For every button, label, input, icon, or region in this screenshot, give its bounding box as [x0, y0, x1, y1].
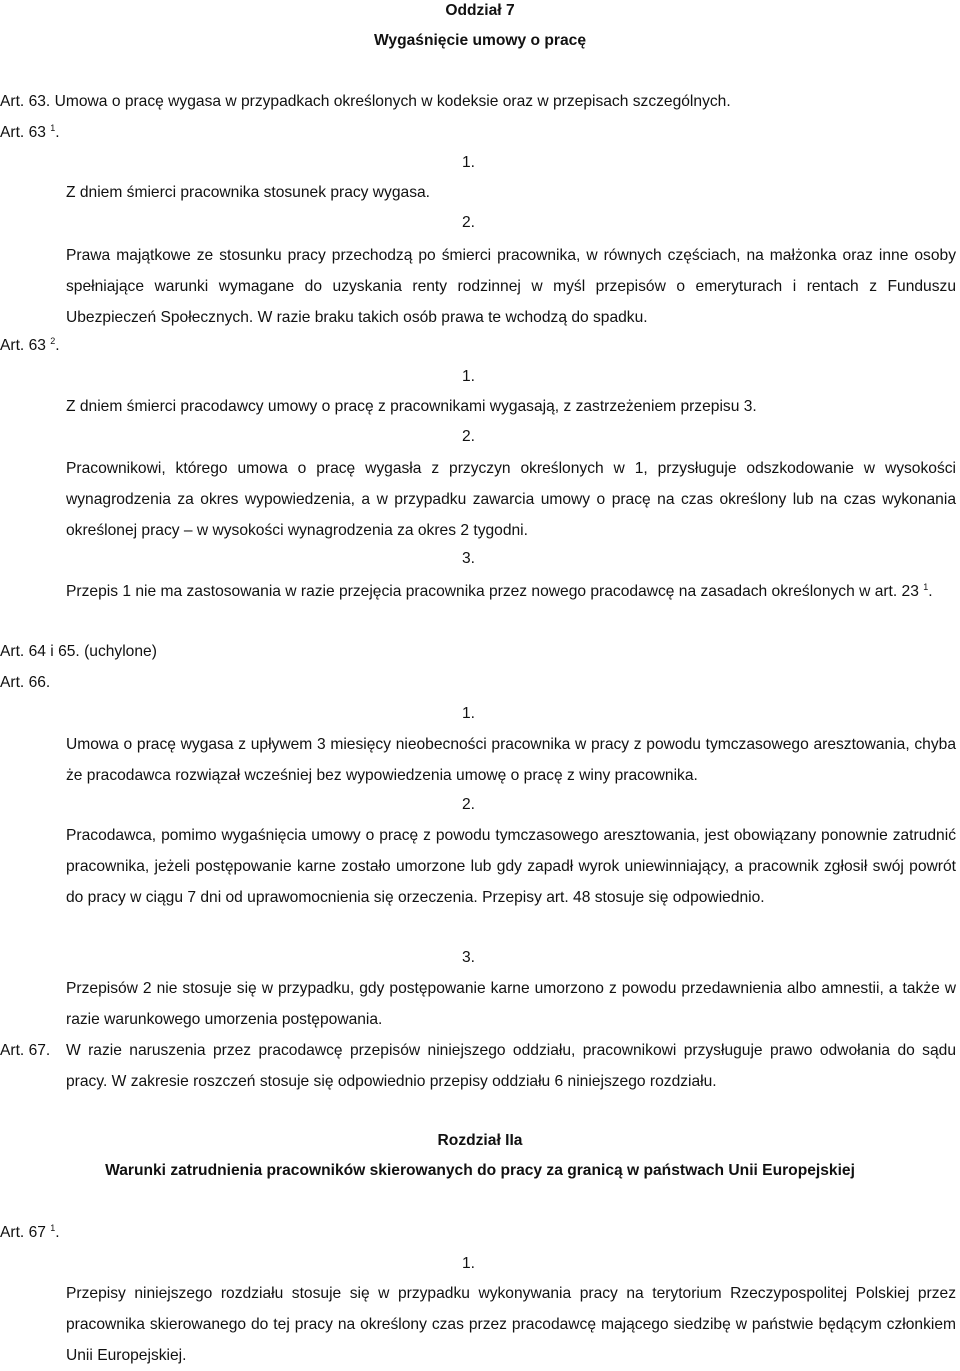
paragraph: Przepis 1 nie ma zastosowania w razie przejęcia pracownika przez nowego pracodawcę na zasadach określonych w art. 23 $^1$.: [66, 582, 933, 600]
paragraph: Z dniem śmierci pracodawcy umowy o pracę z pracownikami wygasają, z zastrzeżeniem przepisu 3.: [66, 398, 757, 415]
paragraph: Przepisów 2 nie stosuje się w przypadku, gdy postępowanie karne umorzono z powodu przedawnienia albo amnestii, a także w razie warunkowego umorzenia postępowania.: [66, 980, 956, 1028]
paragraph: Pracownikowi, którego umowa o pracę wygasła z przyczyn określonych w 1, przysługuje odszkodowanie w wysokości wynagrodzenia za okres wypowiedzenia, a w przypadku zawarcia umowy o pracę na czas określony lub na czas wykonania określonej pracy – w wysokości wynagrodzenia za okres 2 tygodni.: [66, 460, 956, 539]
paragraph: W razie naruszenia przez pracodawcę przepisów niniejszego oddziału, pracownikowi przysługuje prawo odwołania do sądu pracy. W zakresie roszczeń stosuje się odpowiednio przepisy oddziału 6 niniejszego rozdziału.: [66, 1042, 956, 1090]
section-number: 1.: [462, 1255, 476, 1272]
section-number: 1.: [462, 154, 476, 171]
article-label: Art. 63.: [0, 93, 51, 110]
section-number: 2.: [462, 214, 476, 231]
paragraph: Przepisy niniejszego rozdziału stosuje się w przypadku wykonywania pracy na terytorium Rzeczypospolitej Polskiej przez pracownika skierowanego do tej pracy na określony czas przez pracodawcę mającego siedzibę w państwie będącym członkiem Unii Europejskiej.: [66, 1285, 956, 1364]
section-number: 1.: [462, 368, 476, 385]
article-64-65: Art. 64 i 65. (uchylone): [0, 643, 157, 660]
chapter-number: Oddział 7: [445, 2, 515, 19]
section-number: 1.: [462, 705, 476, 722]
chapter-number: Rozdział IIa: [437, 1132, 523, 1149]
article-67-1-label: Art. 67 $^1$.: [0, 1223, 60, 1241]
section-number: 2.: [462, 428, 476, 445]
article-67-label: Art. 67.: [0, 1042, 51, 1059]
article-63-1-label: Art. 63 $^1$.: [0, 123, 60, 141]
article-63-2-label: Art. 63 $^2$.: [0, 336, 60, 354]
article-63: [0, 93, 731, 111]
section-number: 3.: [462, 550, 476, 567]
section-number: 3.: [462, 949, 476, 966]
paragraph: Pracodawca, pomimo wygaśnięcia umowy o pracę z powodu tymczasowego aresztowania, jest obowiązany ponownie zatrudnić pracownika, jeżeli postępowanie karne zostało umorzone lub gdy zapadł wyrok uniewinniający, a pracownik zgłosił swój powrót do pracy w ciągu 7 dni od uprawomocnienia się orzeczenia. Przepisy art. 48 stosuje się odpowiednio.: [66, 827, 956, 906]
paragraph: Umowa o pracę wygasa z upływem 3 miesięcy nieobecności pracownika w pracy z powodu tymczasowego aresztowania, chyba że pracodawca rozwiązał wcześniej bez wypowiedzenia umowę o pracę z winy pracownika.: [66, 736, 956, 784]
chapter-title: Wygaśnięcie umowy o pracę: [373, 32, 587, 49]
article-66-label: Art. 66.: [0, 674, 51, 691]
section-number: 2.: [462, 796, 476, 813]
chapter-title: Warunki zatrudnienia pracowników skierowanych do pracy za granicą w państwach Unii Europejskiej: [105, 1162, 855, 1179]
article-text: Umowa o pracę wygasa w przypadkach określonych w kodeksie oraz w przepisach szczególnych.: [54, 93, 731, 110]
paragraph: Prawa majątkowe ze stosunku pracy przechodzą po śmierci pracownika, w równych częściach, na małżonka oraz inne osoby spełniające warunki wymagane do uzyskania renty rodzinnej w myśl przepisów o emeryturach i rentach z Funduszu Ubezpieczeń Społecznych. W razie braku takich osób prawa te wchodzą do spadku.: [66, 247, 956, 326]
paragraph: Z dniem śmierci pracownika stosunek pracy wygasa.: [66, 184, 430, 201]
